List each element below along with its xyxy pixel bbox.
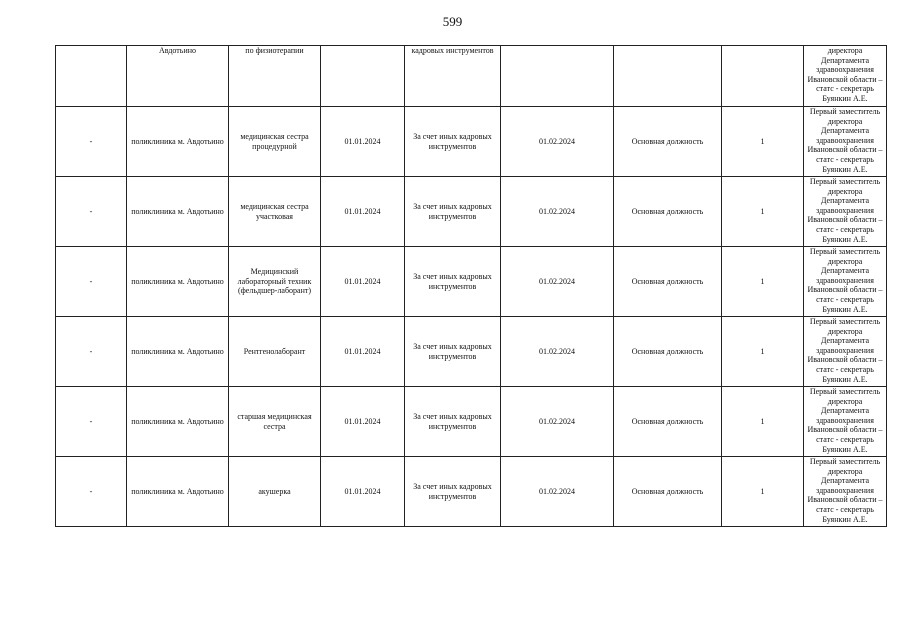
- cell-date-start: 01.01.2024: [321, 177, 405, 247]
- cell-location: поликлиника м. Авдотьино: [127, 387, 229, 457]
- cell-count: [722, 46, 804, 107]
- cell-date-start: 01.01.2024: [321, 387, 405, 457]
- cell-position: медицинская сестра процедурной: [229, 107, 321, 177]
- cell-date-end: [501, 46, 614, 107]
- table-row: [56, 457, 887, 527]
- cell-date-end: 01.02.2024: [501, 107, 614, 177]
- cell-count: 1: [722, 107, 804, 177]
- vacancy-table: [55, 45, 887, 527]
- cell-location: поликлиника м. Авдотьино: [127, 457, 229, 527]
- cell-funding: За счет иных кадровых инструментов: [405, 247, 501, 317]
- cell-note: Первый заместитель директора Департамента здравоохранения Ивановской области – статс - секретарь Буянкин А.Е.: [804, 107, 887, 177]
- cell-position: акушерка: [229, 457, 321, 527]
- cell-note: Первый заместитель директора Департамента здравоохранения Ивановской области – статс - секретарь Буянкин А.Е.: [804, 457, 887, 527]
- cell-col1: -: [56, 247, 127, 317]
- cell-date-end: 01.02.2024: [501, 457, 614, 527]
- cell-col1: -: [56, 457, 127, 527]
- cell-funding: За счет иных кадровых инструментов: [405, 317, 501, 387]
- table-row: [56, 107, 887, 177]
- cell-count: 1: [722, 387, 804, 457]
- cell-date-start: 01.01.2024: [321, 317, 405, 387]
- cell-date-start: 01.01.2024: [321, 247, 405, 317]
- cell-funding: За счет иных кадровых инструментов: [405, 177, 501, 247]
- cell-funding: За счет иных кадровых инструментов: [405, 387, 501, 457]
- cell-job-type: [614, 46, 722, 107]
- cell-job-type: Основная должность: [614, 247, 722, 317]
- cell-count: 1: [722, 317, 804, 387]
- cell-col1: -: [56, 177, 127, 247]
- cell-note: Первый заместитель директора Департамента здравоохранения Ивановской области – статс - секретарь Буянкин А.Е.: [804, 177, 887, 247]
- table-row: [56, 177, 887, 247]
- cell-note: Первый заместитель директора Департамента здравоохранения Ивановской области – статс - секретарь Буянкин А.Е.: [804, 387, 887, 457]
- cell-job-type: Основная должность: [614, 387, 722, 457]
- cell-col1: -: [56, 387, 127, 457]
- table-row: [56, 247, 887, 317]
- cell-date-end: 01.02.2024: [501, 247, 614, 317]
- cell-note: Первый заместитель директора Департамента здравоохранения Ивановской области – статс - секретарь Буянкин А.Е.: [804, 317, 887, 387]
- table-row: [56, 317, 887, 387]
- cell-date-start: 01.01.2024: [321, 107, 405, 177]
- cell-position: старшая медицинская сестра: [229, 387, 321, 457]
- cell-location: поликлиника м. Авдотьино: [127, 247, 229, 317]
- cell-location: Авдотьино: [127, 46, 229, 107]
- cell-count: 1: [722, 177, 804, 247]
- cell-job-type: Основная должность: [614, 177, 722, 247]
- cell-position: по физиотерапии: [229, 46, 321, 107]
- cell-date-start: 01.01.2024: [321, 457, 405, 527]
- cell-date-end: 01.02.2024: [501, 317, 614, 387]
- cell-note: Первый заместитель директора Департамента здравоохранения Ивановской области – статс - секретарь Буянкин А.Е.: [804, 247, 887, 317]
- cell-location: поликлиника м. Авдотьино: [127, 107, 229, 177]
- cell-job-type: Основная должность: [614, 107, 722, 177]
- cell-funding: За счет иных кадровых инструментов: [405, 107, 501, 177]
- cell-note: директора Департамента здравоохранения Ивановской области – статс - секретарь Буянкин А.Е.: [804, 46, 887, 107]
- cell-job-type: Основная должность: [614, 457, 722, 527]
- page-number: 599: [442, 14, 463, 29]
- cell-funding: За счет иных кадровых инструментов: [405, 457, 501, 527]
- cell-position: медицинская сестра участковая: [229, 177, 321, 247]
- cell-location: поликлиника м. Авдотьино: [127, 317, 229, 387]
- cell-col1: -: [56, 107, 127, 177]
- cell-date-end: 01.02.2024: [501, 177, 614, 247]
- cell-col1: [56, 46, 127, 107]
- cell-col1: -: [56, 317, 127, 387]
- cell-location: поликлиника м. Авдотьино: [127, 177, 229, 247]
- cell-count: 1: [722, 457, 804, 527]
- cell-position: Рентгенолаборант: [229, 317, 321, 387]
- table-row: [56, 387, 887, 457]
- table-row-continuation: [56, 46, 887, 107]
- cell-count: 1: [722, 247, 804, 317]
- cell-funding: кадровых инструментов: [405, 46, 501, 107]
- cell-date-end: 01.02.2024: [501, 387, 614, 457]
- cell-job-type: Основная должность: [614, 317, 722, 387]
- cell-date-start: [321, 46, 405, 107]
- cell-position: Медицинский лабораторный техник (фельдшер-лаборант): [229, 247, 321, 317]
